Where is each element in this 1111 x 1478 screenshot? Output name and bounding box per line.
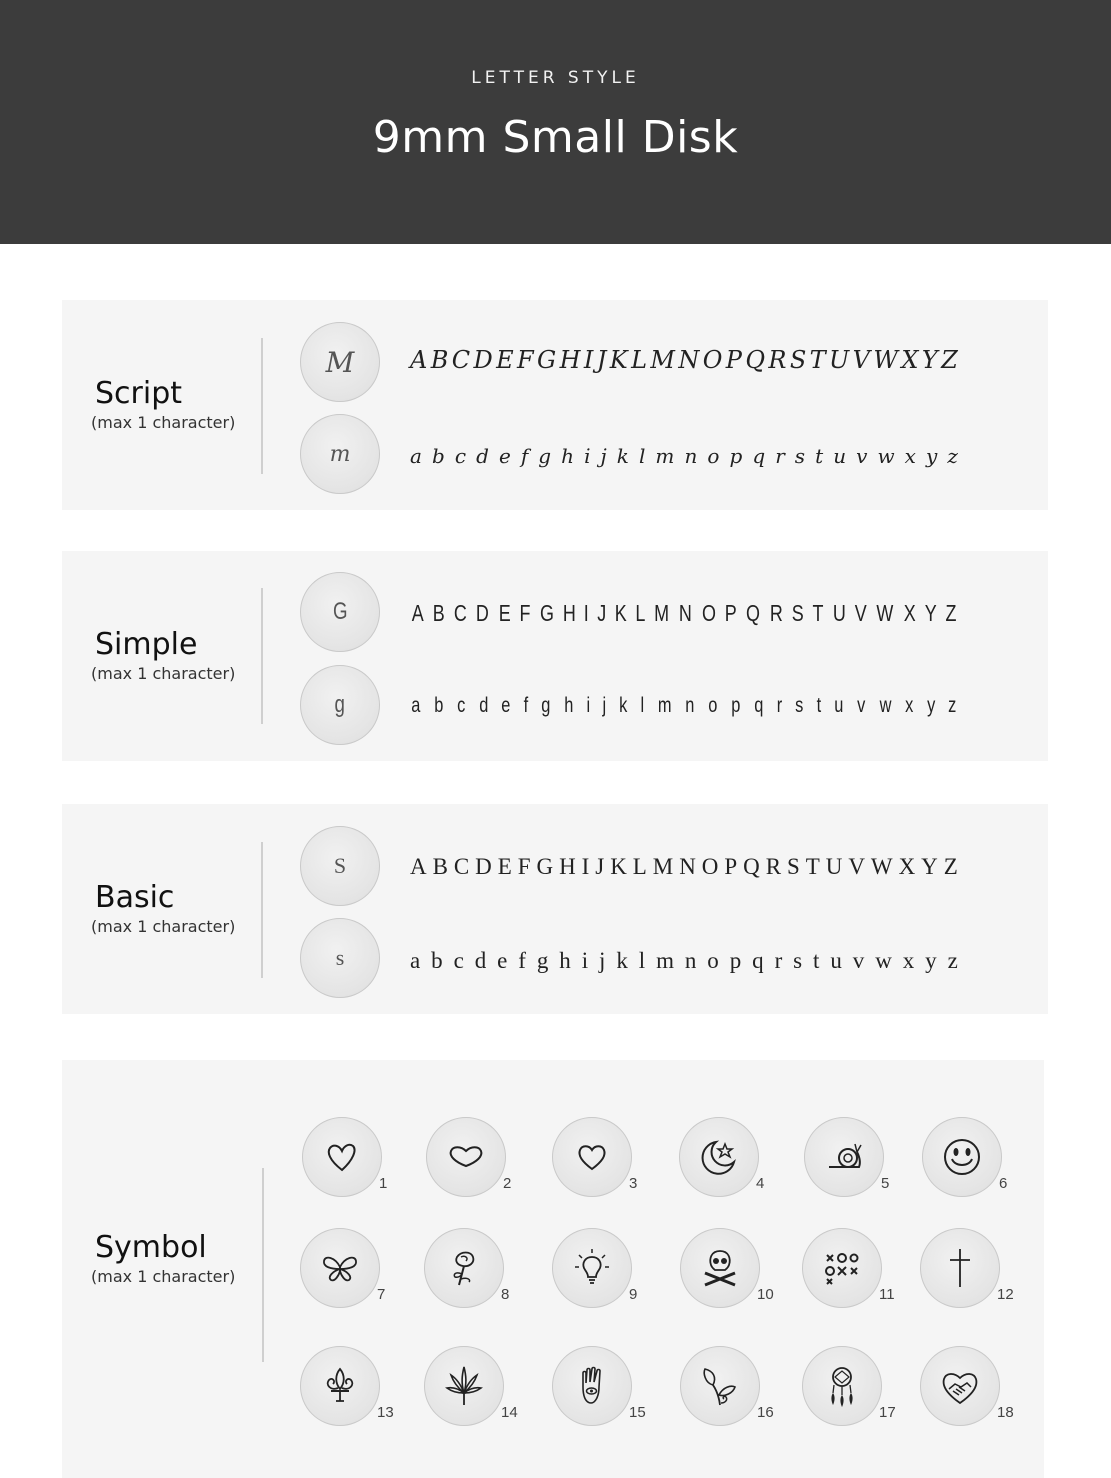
symbol-number: 18: [997, 1404, 1014, 1421]
alphabet-letter: a: [410, 948, 421, 973]
alphabet-letter: l: [640, 694, 644, 717]
light-bulb-icon: [569, 1245, 615, 1291]
alphabet-letter: H: [559, 854, 576, 879]
heart-handshake-icon: [937, 1363, 983, 1409]
butterfly-icon: [317, 1245, 363, 1291]
symbol-option-13[interactable]: [300, 1346, 394, 1426]
alphabet-letter: I: [581, 854, 590, 879]
moon-star-icon: [696, 1134, 742, 1180]
alphabet-letter: B: [430, 346, 449, 374]
alphabet-letter: j: [599, 948, 606, 973]
alphabet-letter: O: [701, 854, 719, 879]
alphabet-letter: e: [501, 694, 511, 717]
alphabet-letter: k: [619, 694, 628, 717]
alphabet-letter: R: [768, 346, 787, 374]
symbol-number: 9: [629, 1286, 638, 1303]
alphabet-letter: W: [876, 600, 894, 626]
alphabet-letter: L: [631, 346, 648, 374]
alphabet-letter: w: [879, 694, 892, 717]
symbol-option-5[interactable]: [804, 1117, 890, 1197]
symbol-option-1[interactable]: [302, 1117, 388, 1197]
alphabet-letter: A: [410, 346, 428, 374]
alphabet-letter: u: [833, 444, 847, 468]
symbol-number: 11: [879, 1286, 895, 1303]
alphabet-letter: Y: [921, 854, 938, 879]
alphabet-letter: B: [432, 854, 448, 879]
symbol-option-18[interactable]: [920, 1346, 1014, 1426]
symbol-option-11[interactable]: [802, 1228, 895, 1308]
alphabet-letter: O: [701, 600, 716, 626]
symbol-disk: [552, 1346, 632, 1426]
alphabet-letter: v: [852, 948, 865, 973]
heart-outline-icon: [319, 1134, 365, 1180]
alphabet-letter: n: [685, 694, 695, 717]
alphabet-letter: r: [776, 694, 783, 717]
alphabet-letter: Q: [745, 346, 765, 374]
alphabet-letter: y: [926, 444, 938, 468]
alphabet-letter: n: [684, 948, 697, 973]
alphabet-letter: Y: [921, 346, 938, 374]
alphabet-letter: y: [925, 948, 937, 973]
alphabet-letter: r: [774, 948, 783, 973]
alphabet-letter: j: [602, 694, 607, 717]
alphabet-letter: l: [638, 444, 646, 468]
symbol-disk: [920, 1346, 1000, 1426]
alphabet-letter: n: [684, 444, 698, 468]
alphabet-letter: L: [632, 854, 647, 879]
symbol-number: 3: [629, 1175, 638, 1192]
alphabet-letter: f: [518, 948, 526, 973]
lowercase-sample-disk: [300, 918, 380, 998]
symbol-disk: [552, 1228, 632, 1308]
snail-icon: [821, 1134, 867, 1180]
sample-letter: s: [335, 945, 345, 970]
sample-letter: S: [333, 853, 347, 878]
alphabet-letter: M: [654, 600, 670, 626]
alphabet-letter: a: [411, 694, 421, 717]
symbol-number: 15: [629, 1404, 646, 1421]
alphabet-letter: l: [638, 948, 646, 973]
alphabet-letter: v: [856, 444, 868, 468]
sample-letter: M: [325, 345, 355, 379]
sample-letter: g: [334, 691, 346, 718]
symbol-disk: [804, 1117, 884, 1197]
alphabet-letter: L: [635, 600, 646, 626]
symbol-option-2[interactable]: [426, 1117, 512, 1197]
leaf-icon: [441, 1363, 487, 1409]
symbol-number: 10: [757, 1286, 774, 1303]
symbol-number: 5: [881, 1175, 890, 1192]
style-label: [91, 376, 236, 432]
uppercase-alphabet: [410, 854, 958, 880]
alphabet-letter: T: [809, 346, 826, 374]
style-name: Basic: [95, 880, 175, 915]
symbol-option-4[interactable]: [679, 1117, 765, 1197]
symbol-number: 16: [757, 1404, 774, 1421]
alphabet-letter: X: [901, 346, 919, 374]
alphabet-letter: c: [453, 948, 464, 973]
style-note: (max 1 character): [91, 413, 236, 432]
dreamcatcher-icon: [819, 1363, 865, 1409]
alphabet-letter: s: [793, 948, 803, 973]
alphabet-letter: E: [496, 346, 514, 374]
symbol-disk: [680, 1346, 760, 1426]
alphabet-letter: A: [411, 600, 424, 626]
heart-icon: [569, 1134, 615, 1180]
alphabet-letter: Q: [743, 854, 760, 879]
alphabet-letter: Y: [924, 600, 937, 626]
alphabet-letter: g: [538, 444, 552, 468]
alphabet-letter: b: [431, 444, 445, 468]
alphabet-letter: W: [870, 854, 893, 879]
alphabet-letter: K: [614, 600, 627, 626]
uppercase-sample-disk: [300, 826, 380, 906]
lowercase-alphabet: [410, 948, 958, 974]
alphabet-letter: z: [947, 444, 958, 468]
page-header: [0, 0, 1111, 244]
alphabet-letter: X: [898, 854, 916, 879]
alphabet-letter: o: [707, 444, 720, 468]
alphabet-letter: Z: [945, 600, 957, 626]
symbol-number: 4: [756, 1175, 765, 1192]
symbol-disk: [802, 1228, 882, 1308]
alphabet-letter: Z: [941, 346, 958, 374]
alphabet-letter: b: [431, 948, 443, 973]
alphabet-letter: h: [559, 948, 571, 973]
symbol-option-16[interactable]: [680, 1346, 774, 1426]
alphabet-letter: D: [475, 854, 492, 879]
style-note: (max 1 character): [91, 917, 236, 936]
symbol-option-7[interactable]: [300, 1228, 386, 1308]
symbol-option-12[interactable]: [920, 1228, 1014, 1308]
style-name: Symbol: [95, 1230, 207, 1265]
symbol-number: 1: [379, 1175, 388, 1192]
alphabet-letter: i: [584, 444, 591, 468]
symbol-disk: [426, 1117, 506, 1197]
alphabet-letter: P: [724, 854, 738, 879]
uppercase-sample-disk: [300, 322, 380, 402]
symbol-option-10[interactable]: [680, 1228, 774, 1308]
symbol-number: 13: [377, 1404, 394, 1421]
style-name: Script: [95, 376, 183, 411]
symbol-option-9[interactable]: [552, 1228, 638, 1308]
page-title: 9mm Small Disk: [372, 112, 739, 163]
alphabet-letter: r: [775, 444, 785, 468]
alphabet-letter: p: [729, 948, 742, 973]
alphabet-letter: o: [707, 948, 719, 973]
symbol-option-17[interactable]: [802, 1346, 896, 1426]
symbol-disk: [679, 1117, 759, 1197]
alphabet-letter: S: [791, 600, 804, 626]
header-eyebrow: LETTER STYLE: [471, 68, 640, 88]
hamsa-hand-icon: [569, 1363, 615, 1409]
symbol-option-6[interactable]: [922, 1117, 1008, 1197]
alphabet-letter: I: [583, 346, 594, 374]
style-label: [91, 627, 236, 683]
alphabet-letter: c: [456, 694, 466, 717]
style-label: [91, 1230, 236, 1286]
rose-icon: [441, 1245, 487, 1291]
symbol-disk: [300, 1228, 380, 1308]
alphabet-letter: q: [752, 948, 764, 973]
alphabet-letter: m: [655, 444, 675, 468]
alphabet-letter: z: [947, 948, 958, 973]
alphabet-letter: h: [564, 694, 574, 717]
alphabet-letter: V: [848, 854, 865, 879]
script-style-panel: [62, 300, 1048, 510]
alphabet-letter: c: [454, 444, 467, 468]
alphabet-letter: B: [432, 600, 445, 626]
divider: [261, 588, 263, 724]
fleur-de-lis-icon: [317, 1363, 363, 1409]
alphabet-letter: a: [410, 444, 422, 468]
symbol-disk: [802, 1346, 882, 1426]
alphabet-letter: x: [905, 694, 914, 717]
symbol-option-15[interactable]: [552, 1346, 646, 1426]
alphabet-letter: H: [559, 346, 581, 374]
alphabet-letter: p: [729, 444, 743, 468]
alphabet-letter: P: [724, 600, 737, 626]
alphabet-letter: h: [561, 444, 575, 468]
basic-style-panel: [62, 804, 1048, 1014]
alphabet-letter: F: [517, 854, 531, 879]
alphabet-letter: t: [813, 948, 820, 973]
symbol-number: 12: [997, 1286, 1014, 1303]
style-note: (max 1 character): [91, 664, 236, 683]
alphabet-letter: I: [584, 600, 590, 626]
alphabet-letter: U: [832, 600, 846, 626]
symbol-number: 14: [501, 1404, 518, 1421]
alphabet-letter: N: [679, 854, 696, 879]
alphabet-letter: M: [652, 854, 674, 879]
style-note: (max 1 character): [91, 1267, 236, 1286]
alphabet-letter: H: [562, 600, 576, 626]
symbol-number: 7: [377, 1286, 386, 1303]
alphabet-letter: i: [586, 694, 591, 717]
symbol-number: 2: [503, 1175, 512, 1192]
alphabet-letter: D: [476, 600, 490, 626]
alphabet-letter: X: [903, 600, 916, 626]
alphabet-letter: J: [595, 854, 605, 879]
style-name: Simple: [95, 627, 198, 662]
alphabet-letter: U: [825, 854, 843, 879]
simple-style-panel: [62, 551, 1048, 761]
alphabet-letter: K: [609, 346, 628, 374]
alphabet-letter: Z: [943, 854, 958, 879]
alphabet-letter: E: [497, 854, 512, 879]
alphabet-letter: m: [656, 948, 674, 973]
alphabet-letter: G: [536, 854, 554, 879]
alphabet-letter: s: [794, 444, 806, 468]
symbol-number: 8: [501, 1286, 510, 1303]
symbol-disk: [552, 1117, 632, 1197]
smiley-face-icon: [939, 1134, 985, 1180]
symbol-option-3[interactable]: [552, 1117, 638, 1197]
alphabet-letter: V: [852, 346, 870, 374]
alphabet-letter: q: [754, 694, 764, 717]
alphabet-letter: t: [816, 694, 822, 717]
cross-icon: [937, 1245, 983, 1291]
alphabet-letter: S: [786, 854, 800, 879]
alphabet-letter: D: [473, 346, 493, 374]
divider: [262, 1168, 264, 1362]
alphabet-letter: v: [857, 694, 866, 717]
alphabet-letter: e: [498, 444, 511, 468]
alphabet-letter: i: [581, 948, 589, 973]
alphabet-letter: C: [453, 600, 467, 626]
alphabet-letter: J: [596, 346, 607, 374]
sample-letter: m: [329, 441, 351, 467]
alphabet-letter: k: [616, 444, 629, 468]
alphabet-letter: f: [520, 444, 529, 468]
alphabet-letter: k: [616, 948, 628, 973]
symbol-number: 17: [879, 1404, 896, 1421]
alphabet-letter: C: [453, 854, 470, 879]
divider: [261, 842, 263, 978]
alphabet-letter: N: [678, 346, 700, 374]
alphabet-letter: p: [731, 694, 741, 717]
skull-crossbones-icon: [697, 1245, 743, 1291]
alphabet-letter: g: [536, 948, 549, 973]
alphabet-letter: R: [765, 854, 782, 879]
alphabet-letter: q: [752, 444, 766, 468]
symbol-style-panel: [62, 1060, 1044, 1478]
alphabet-letter: R: [769, 600, 783, 626]
alphabet-letter: x: [902, 948, 915, 973]
alphabet-letter: E: [498, 600, 511, 626]
symbol-disk: [920, 1228, 1000, 1308]
style-label: [91, 880, 236, 936]
alphabet-letter: O: [702, 346, 723, 374]
alphabet-letter: d: [474, 948, 487, 973]
lowercase-alphabet: [410, 444, 958, 468]
alphabet-letter: G: [539, 600, 554, 626]
alphabet-letter: s: [795, 694, 804, 717]
alphabet-letter: w: [877, 444, 895, 468]
alphabet-letter: j: [600, 444, 607, 468]
symbol-disk: [302, 1117, 382, 1197]
alphabet-letter: d: [476, 444, 489, 468]
alphabet-letter: g: [541, 694, 551, 717]
sample-letter: G: [332, 598, 348, 625]
alphabet-letter: u: [830, 948, 842, 973]
symbol-disk: [680, 1228, 760, 1308]
alphabet-letter: P: [725, 346, 742, 374]
symbol-disk: [424, 1228, 504, 1308]
lowercase-sample-disk: [300, 414, 380, 494]
alphabet-letter: T: [805, 854, 820, 879]
alphabet-letter: F: [517, 346, 534, 374]
uppercase-sample-disk: [300, 572, 380, 652]
alphabet-letter: d: [478, 694, 488, 717]
alphabet-letter: m: [657, 694, 672, 717]
symbol-disk: [300, 1346, 380, 1426]
alphabet-letter: x: [904, 444, 916, 468]
alphabet-letter: o: [708, 694, 718, 717]
alphabet-letter: b: [434, 694, 444, 717]
symbol-option-8[interactable]: [424, 1228, 510, 1308]
symbol-disk: [424, 1346, 504, 1426]
alphabet-letter: Q: [746, 600, 761, 626]
alphabet-letter: w: [875, 948, 892, 973]
alphabet-letter: u: [834, 694, 844, 717]
symbol-number: 6: [999, 1175, 1008, 1192]
alphabet-letter: y: [926, 694, 936, 717]
alphabet-letter: F: [519, 600, 531, 626]
alphabet-letter: A: [410, 854, 427, 879]
alphabet-letter: K: [610, 854, 627, 879]
alphabet-letter: C: [451, 346, 471, 374]
alphabet-letter: z: [948, 694, 957, 717]
alphabet-letter: S: [789, 346, 807, 374]
alphabet-letter: W: [873, 346, 899, 374]
alphabet-letter: G: [537, 346, 557, 374]
uppercase-alphabet: [410, 346, 958, 374]
uppercase-alphabet: [410, 600, 958, 627]
symbol-disk: [922, 1117, 1002, 1197]
wide-heart-icon: [443, 1134, 489, 1180]
alphabet-letter: T: [812, 600, 824, 626]
symbol-option-14[interactable]: [424, 1346, 518, 1426]
lowercase-alphabet: [410, 694, 958, 718]
lowercase-sample-disk: [300, 665, 380, 745]
alphabet-letter: U: [829, 346, 850, 374]
alphabet-letter: N: [679, 600, 692, 626]
alphabet-letter: M: [650, 346, 675, 374]
divider: [261, 338, 263, 474]
sprout-icon: [697, 1363, 743, 1409]
alphabet-letter: f: [523, 694, 529, 717]
xoxo-icon: [819, 1245, 865, 1291]
alphabet-letter: J: [596, 600, 606, 626]
alphabet-letter: e: [497, 948, 508, 973]
alphabet-letter: t: [815, 444, 824, 468]
alphabet-letter: V: [854, 600, 867, 626]
